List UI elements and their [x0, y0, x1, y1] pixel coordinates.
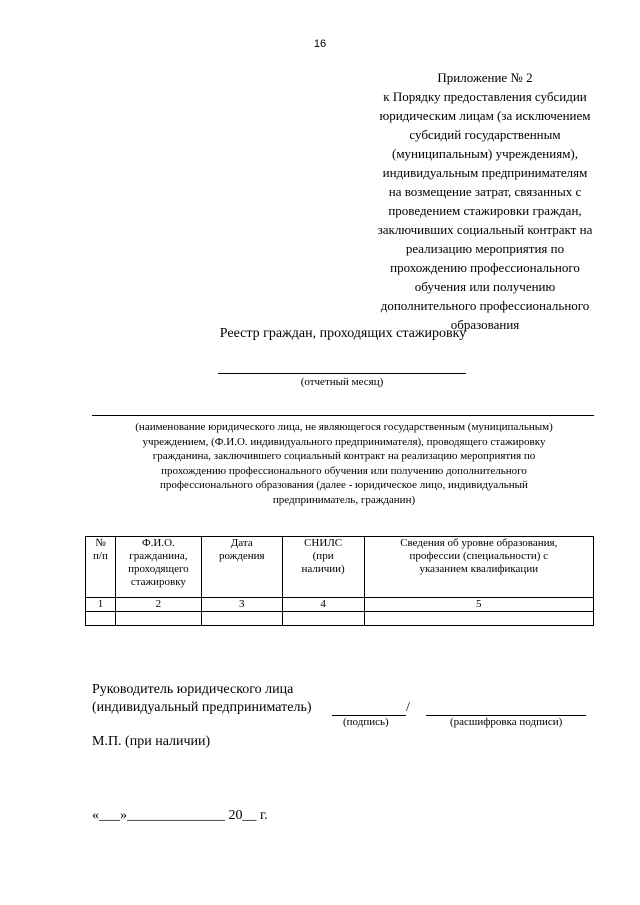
appendix-header [330, 68, 640, 334]
appendix-line: на возмещение затрат, связанных с [388, 184, 582, 199]
org-caption-line: (наименование юридического лица, не являющегося государственным (муниципальным) [135, 421, 553, 433]
appendix-line: Приложение № 2 [437, 70, 533, 85]
org-caption-line: прохождению профессионального обучения или получению дополнительного [161, 464, 527, 477]
appendix-line: дополнительного профессионального [380, 298, 590, 313]
appendix-line: (муниципальным) учреждениям), [391, 146, 578, 161]
header-cell-number: № п/п [86, 537, 116, 598]
empty-cell[interactable] [364, 612, 593, 626]
signature-caption: (подпись) [343, 716, 389, 728]
signature-title-line-2: (индивидуальный предприниматель) [92, 700, 312, 715]
number-cell: 2 [115, 598, 201, 612]
appendix-line: прохождению профессионального [390, 260, 580, 275]
org-caption-line: гражданина, заключившего социальный контракт на реализацию мероприятия по [152, 450, 536, 462]
header-cell-snils: СНИЛС (при наличии) [282, 537, 364, 598]
appendix-line: к Порядку предоставления субсидии [383, 89, 587, 104]
org-blank-line [92, 415, 594, 416]
appendix-line: индивидуальным предпринимателям [382, 165, 588, 180]
number-cell: 3 [201, 598, 282, 612]
name-caption: (расшифровка подписи) [450, 716, 563, 728]
appendix-line: юридическим лицам (за исключением [379, 108, 591, 123]
seal-line: М.П. (при наличии) [92, 734, 211, 749]
signature-title-line-1: Руководитель юридического лица [92, 682, 294, 697]
table-numbering-row [86, 598, 594, 612]
table-empty-row [86, 612, 594, 626]
number-cell: 5 [364, 598, 593, 612]
signature-slash: / [406, 700, 410, 715]
appendix-line: проведением стажировки граждан, [388, 203, 582, 218]
month-caption: (отчетный месяц) [300, 376, 384, 388]
number-cell: 4 [282, 598, 364, 612]
empty-cell[interactable] [86, 612, 116, 626]
header-cell-birthdate: Дата рождения [201, 537, 282, 598]
appendix-line: субсидий государственным [409, 127, 561, 142]
number-cell: 1 [86, 598, 116, 612]
org-caption [80, 420, 608, 507]
org-caption-line: профессионального образования (далее - юридическое лицо, индивидуальный [160, 479, 528, 491]
appendix-line: заключивших социальный контракт на [377, 222, 593, 237]
header-cell-fio: Ф.И.О. гражданина, проходящего стажировку [115, 537, 201, 598]
header-cell-education: Сведения об уровне образования, профессии (специальности) с указанием квалификации [364, 537, 593, 598]
empty-cell[interactable] [201, 612, 282, 626]
appendix-line: образования [450, 317, 520, 332]
org-caption-line: учреждением, (Ф.И.О. индивидуального предпринимателя), проводящего стажировку [142, 435, 546, 448]
date-line: «___»______________ 20__ г. [92, 808, 268, 823]
table-header-row [86, 537, 594, 598]
page-number: 16 [313, 38, 327, 50]
empty-cell[interactable] [115, 612, 201, 626]
registry-title: Реестр граждан, проходящих стажировку [219, 326, 467, 341]
registry-table [85, 536, 594, 626]
empty-cell[interactable] [282, 612, 364, 626]
org-caption-line: предприниматель, гражданин) [272, 493, 416, 506]
appendix-line: реализацию мероприятия по [405, 241, 565, 256]
appendix-line: обучения или получению [414, 279, 556, 294]
month-blank-line [218, 373, 466, 374]
